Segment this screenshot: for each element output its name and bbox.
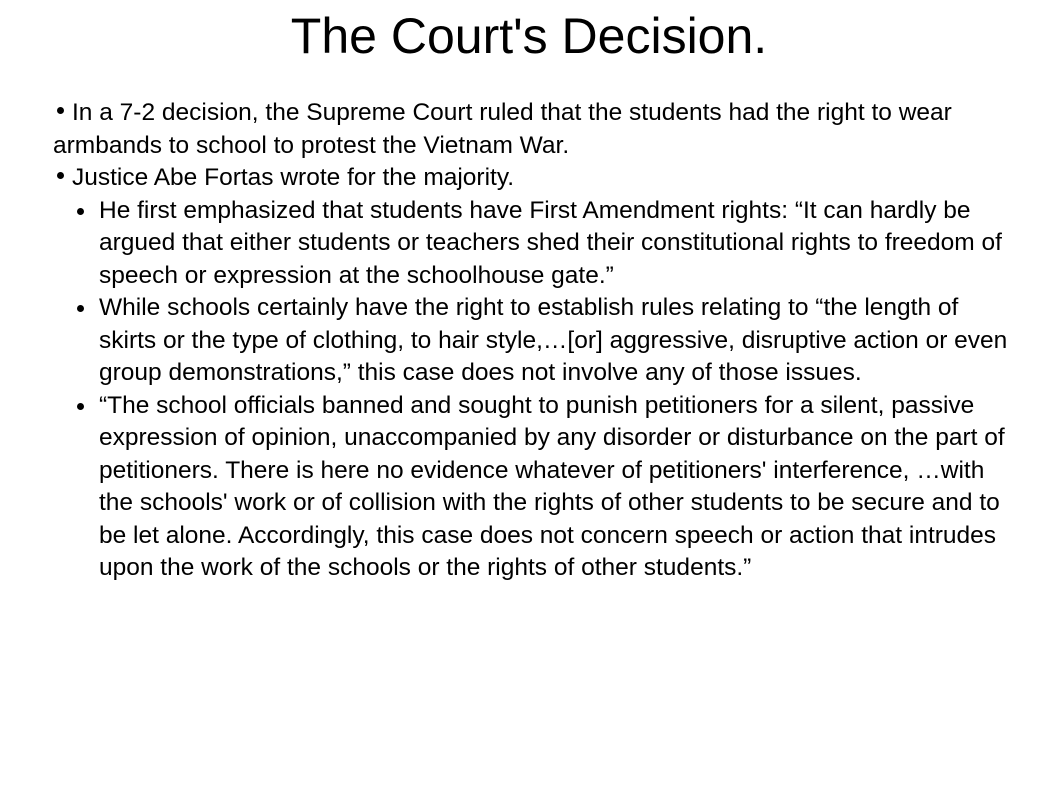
sub-bullet-item-quote: [53, 390, 1013, 585]
slide-content: [53, 97, 1013, 585]
bullet-dot-icon: [77, 305, 84, 312]
bullet-dot-icon: [77, 208, 84, 215]
bullet-text: Justice Abe Fortas wrote for the majority.: [72, 164, 515, 191]
bullet-dot-icon: [77, 403, 84, 410]
bullet-text: While schools certainly have the right to establish rules relating to “the length of skirts or the type of clothing, to hair style,…[or] aggressive, disruptive action or even group demonstrations,” this case does not involve any of those issues.: [99, 294, 1008, 386]
bullet-text: “The school officials banned and sought to punish petitioners for a silent, passive expression of opinion, unaccompanied by any disorder or disturbance on the part of petitioners. There is here no evidence whatever of petitioners' interference, …with the schools' work or of collision with the rights of other students to be secure and to be let alone. Accordingly, this case does not concern speech or action that intrudes upon the work of the schools or the rights of other students.”: [99, 391, 1005, 581]
bullet-text: In a 7-2 decision, the Supreme Court ruled that the students had the right to wear armbands to school to protest the Vietnam War.: [53, 99, 952, 159]
bullet-text: He first emphasized that students have First Amendment rights: “It can hardly be argued that either students or teachers shed their constitutional rights to freedom of speech or expression at the schoolhouse gate.”: [99, 196, 1002, 289]
slide-title: The Court's Decision.: [290, 8, 768, 64]
sub-bullet-item-school-rules: [53, 292, 1013, 390]
sub-bullet-item-first-amendment: [53, 195, 1013, 293]
bullet-dot-icon: [57, 107, 64, 114]
bullet-item-majority-opinion: [53, 162, 1013, 195]
bullet-item-ruling: [53, 97, 1013, 162]
bullet-dot-icon: [57, 172, 64, 179]
